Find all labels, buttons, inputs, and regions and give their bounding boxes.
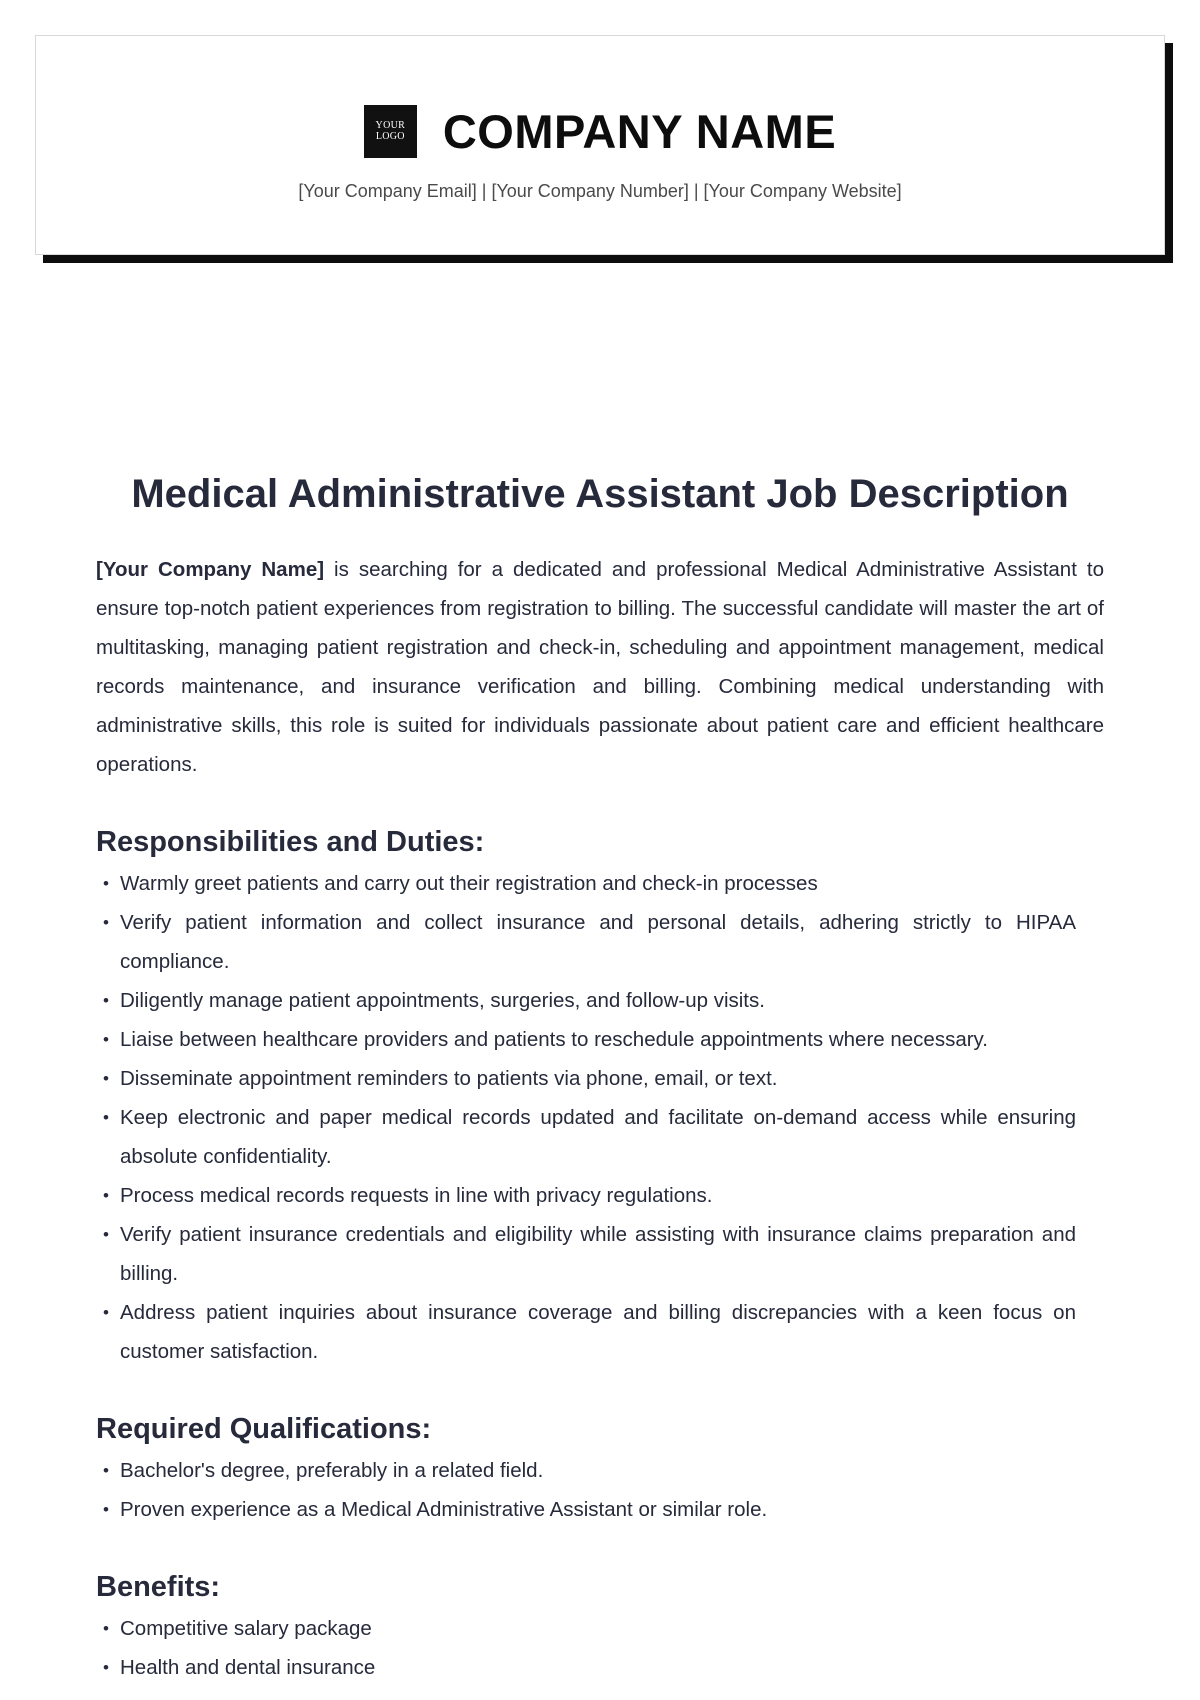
- list-item: • Disseminate appointment reminders to patients via phone, email, or text.: [120, 1059, 1104, 1098]
- intro-text: is searching for a dedicated and professional Medical Administrative Assistant to ensure top-notch patient experiences from registration to billing. The successful candidate will master the art of multitasking, managing patient registration and check-in, scheduling and appointment management, medical records maintenance, and insurance verification and billing. Combining medical understanding with administrative skills, this role is suited for individuals passionate about patient care and efficient healthcare operations.: [96, 558, 1104, 776]
- document-body: [96, 550, 1104, 1687]
- company-name: COMPANY NAME: [442, 104, 837, 158]
- qualifications-list: [96, 1451, 1104, 1529]
- logo-text-line2: LOGO: [375, 131, 405, 142]
- qualifications-heading: Required Qualifications:: [96, 1413, 432, 1445]
- company-contact-line: [Your Company Email] | [Your Company Number] | [Your Company Website]: [298, 181, 902, 201]
- list-item: • Warmly greet patients and carry out their registration and check-in processes: [120, 864, 1104, 903]
- list-item: • Process medical records requests in line with privacy regulations.: [120, 1176, 1104, 1215]
- benefits-list: [96, 1609, 1104, 1687]
- list-item: • Liaise between healthcare providers and patients to reschedule appointments where necessary.: [120, 1020, 1104, 1059]
- list-item: • Address patient inquiries about insurance coverage and billing discrepancies with a keen focus on customer satisfaction.: [120, 1293, 1104, 1371]
- document-title: Medical Administrative Assistant Job Description: [131, 471, 1069, 516]
- list-item: • Verify patient information and collect insurance and personal details, adhering strictly to HIPAA compliance.: [120, 903, 1104, 981]
- list-item: • Health and dental insurance: [120, 1648, 1104, 1687]
- logo-text-line1: YOUR: [375, 120, 406, 131]
- list-item: • Verify patient insurance credentials and eligibility while assisting with insurance claims preparation and billing.: [120, 1215, 1104, 1293]
- list-item: • Diligently manage patient appointments, surgeries, and follow-up visits.: [120, 981, 1104, 1020]
- responsibilities-list: [96, 864, 1104, 1371]
- list-item: • Keep electronic and paper medical records updated and facilitate on-demand access while ensuring absolute confidentiality.: [120, 1098, 1104, 1176]
- benefits-heading: Benefits:: [96, 1571, 221, 1603]
- intro-company-placeholder: [Your Company Name]: [96, 558, 325, 581]
- list-item: • Competitive salary package: [120, 1609, 1104, 1648]
- intro-paragraph: [96, 550, 1104, 784]
- letterhead: [35, 35, 1165, 255]
- responsibilities-heading: Responsibilities and Duties:: [96, 826, 485, 858]
- list-item: • Bachelor's degree, preferably in a related field.: [120, 1451, 1104, 1490]
- list-item: • Proven experience as a Medical Administrative Assistant or similar role.: [120, 1490, 1104, 1529]
- company-logo: [364, 105, 417, 158]
- brand-row: [36, 101, 1164, 161]
